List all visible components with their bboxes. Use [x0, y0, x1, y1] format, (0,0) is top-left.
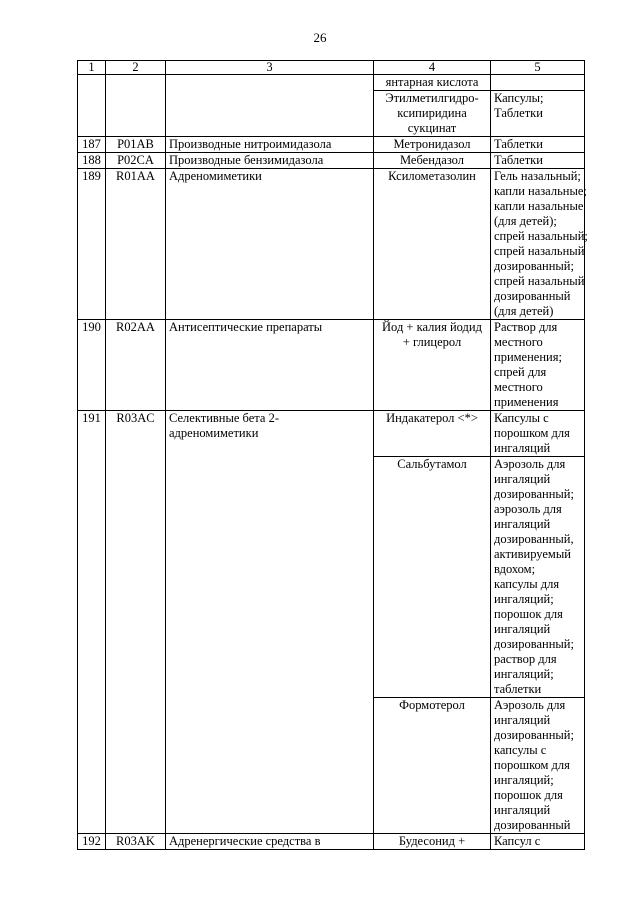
form-cell — [491, 137, 585, 153]
table-header-row — [78, 61, 585, 75]
form-line: капли назальные — [494, 199, 584, 213]
atc-code-cell: R03AC — [106, 411, 166, 834]
form-line: применения; — [494, 350, 562, 364]
form-line: капсулы для — [494, 577, 560, 591]
page-number: 26 — [313, 30, 327, 45]
drug-cell — [374, 75, 491, 91]
drug-cell — [374, 698, 491, 834]
table-row — [78, 320, 585, 411]
form-cell — [491, 75, 585, 91]
form-line: Капсул с — [494, 834, 541, 848]
form-line: спрей назальный — [494, 244, 585, 258]
group-cell — [166, 75, 374, 137]
header-cell-3: 3 — [166, 61, 374, 75]
row-number-cell — [78, 75, 106, 137]
drug-line: Формотерол — [399, 698, 465, 712]
form-line: ингаляций — [494, 472, 551, 486]
atc-code-cell — [106, 75, 166, 137]
form-line: аэрозоль для — [494, 502, 562, 516]
group-cell — [166, 320, 374, 411]
form-line: порошком для — [494, 426, 570, 440]
form-line: Капсулы; — [494, 91, 544, 105]
drug-list-table — [77, 60, 588, 850]
table-row — [78, 411, 585, 457]
atc-code-cell: R02AA — [106, 320, 166, 411]
form-line: капли назальные; — [494, 184, 587, 198]
group-line: Антисептические препараты — [169, 320, 323, 334]
form-line: порошком для — [494, 758, 570, 772]
form-line: ингаляций; — [494, 667, 554, 681]
table-row — [78, 169, 585, 320]
form-line: ингаляций — [494, 803, 551, 817]
form-line: таблетки — [494, 682, 542, 696]
group-line: Производные бензимидазола — [169, 153, 324, 167]
form-line: ингаляций; — [494, 773, 554, 787]
form-line: дозированный, — [494, 532, 574, 546]
drug-cell — [374, 320, 491, 411]
form-line: (для детей); — [494, 214, 557, 228]
drug-cell — [374, 411, 491, 457]
group-cell — [166, 834, 374, 850]
drug-line: ксипиридина — [397, 106, 467, 120]
group-cell — [166, 153, 374, 169]
header-cell-1: 1 — [78, 61, 106, 75]
header-cell-2: 2 — [106, 61, 166, 75]
drug-line: Метронидазол — [393, 137, 471, 151]
row-number-cell: 187 — [78, 137, 106, 153]
drug-cell — [374, 834, 491, 850]
form-line: дозированный; — [494, 259, 574, 273]
group-line: Производные нитроимидазола — [169, 137, 332, 151]
drug-line: Йод + калия йодид — [382, 320, 482, 334]
form-line: активируемый — [494, 547, 571, 561]
drug-line: Ксилометазолин — [388, 169, 476, 183]
form-line: спрей назальный; — [494, 229, 588, 243]
form-line: порошок для — [494, 788, 563, 802]
drug-cell — [374, 137, 491, 153]
atc-code-cell: R01AA — [106, 169, 166, 320]
group-line: Адреномиметики — [169, 169, 262, 183]
form-line: ингаляций — [494, 441, 551, 455]
drug-line: сукцинат — [407, 121, 457, 135]
group-line: Селективные бета 2- — [169, 411, 279, 425]
atc-code-cell: R03AK — [106, 834, 166, 850]
form-line: дозированный — [494, 289, 571, 303]
atc-code-cell: P02CA — [106, 153, 166, 169]
form-line: Таблетки — [494, 153, 543, 167]
form-line: порошок для — [494, 607, 563, 621]
drug-line: янтарная кислота — [385, 75, 479, 89]
drug-line: Сальбутамол — [397, 457, 467, 471]
form-line: раствор для — [494, 652, 557, 666]
form-cell — [491, 834, 585, 850]
form-line: ингаляций — [494, 713, 551, 727]
atc-code-cell: P01AB — [106, 137, 166, 153]
group-cell — [166, 137, 374, 153]
form-line: Аэрозоль для — [494, 457, 566, 471]
table-row — [78, 75, 585, 91]
header-cell-5: 5 — [491, 61, 585, 75]
form-cell — [491, 457, 585, 698]
form-cell — [491, 169, 588, 320]
row-number-cell: 189 — [78, 169, 106, 320]
group-cell — [166, 411, 374, 834]
group-cell — [166, 169, 374, 320]
group-line: Адренергические средства в — [169, 834, 321, 848]
form-line: спрей для — [494, 365, 547, 379]
form-line: Таблетки — [494, 137, 543, 151]
form-line: (для детей) — [494, 304, 554, 318]
form-line: дозированный; — [494, 637, 574, 651]
table-row — [78, 137, 585, 153]
drug-line: Мебендазол — [399, 153, 465, 167]
drug-line: Индакатерол <*> — [386, 411, 478, 425]
form-line: Аэрозоль для — [494, 698, 566, 712]
form-line: дозированный — [494, 818, 571, 832]
form-cell — [491, 698, 585, 834]
drug-cell — [374, 457, 491, 698]
form-line: дозированный; — [494, 487, 574, 501]
drug-line: + глицерол — [402, 335, 462, 349]
row-number-cell: 188 — [78, 153, 106, 169]
header-cell-4: 4 — [374, 61, 491, 75]
form-cell — [491, 411, 585, 457]
row-number-cell: 191 — [78, 411, 106, 834]
drug-cell — [374, 91, 491, 137]
form-line: ингаляций — [494, 517, 551, 531]
drug-cell — [374, 169, 491, 320]
drug-line: Будесонид + — [398, 834, 466, 848]
form-line: Гель назальный; — [494, 169, 581, 183]
form-line: местного — [494, 380, 543, 394]
form-line: ингаляций — [494, 622, 551, 636]
row-number-cell: 192 — [78, 834, 106, 850]
form-line: Раствор для — [494, 320, 558, 334]
drug-cell — [374, 153, 491, 169]
form-line: вдохом; — [494, 562, 536, 576]
form-line: Капсулы с — [494, 411, 549, 425]
form-line: местного — [494, 335, 543, 349]
group-line: адреномиметики — [169, 426, 259, 440]
form-cell — [491, 320, 585, 411]
form-line: дозированный; — [494, 728, 574, 742]
form-line: спрей назальный — [494, 274, 585, 288]
form-cell — [491, 91, 585, 137]
table-row — [78, 153, 585, 169]
form-line: ингаляций; — [494, 592, 554, 606]
form-line: применения — [494, 395, 559, 409]
table-row — [78, 834, 585, 850]
form-line: капсулы с — [494, 743, 547, 757]
form-cell — [491, 153, 585, 169]
drug-line: Этилметилгидро- — [385, 91, 479, 105]
row-number-cell: 190 — [78, 320, 106, 411]
form-line: Таблетки — [494, 106, 543, 120]
